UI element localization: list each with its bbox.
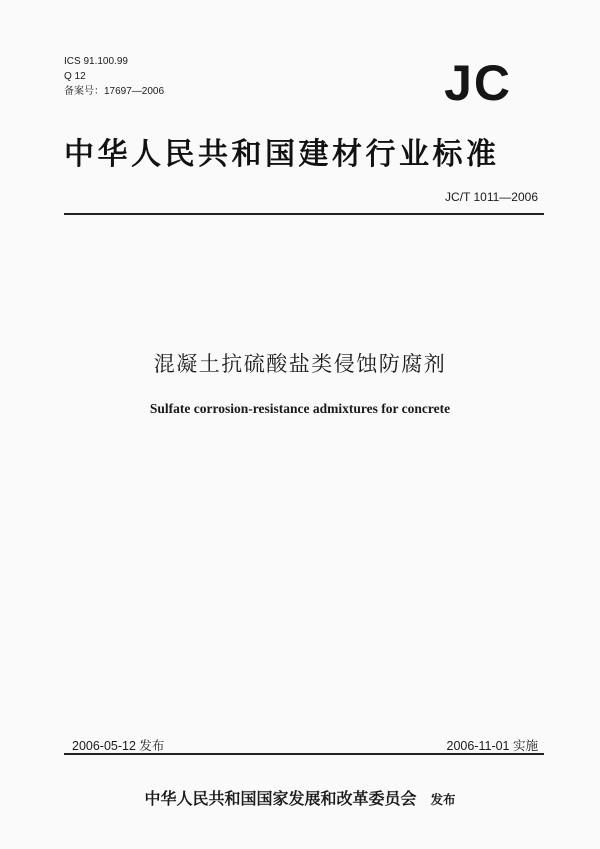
standard-number: JC/T 1011—2006 xyxy=(445,190,538,204)
document-title-english: Sulfate corrosion-resistance admixtures for concrete xyxy=(149,401,451,416)
document-title-chinese: 混凝土抗硫酸盐类侵蚀防腐剂 xyxy=(153,352,447,376)
classification-block xyxy=(64,54,164,99)
ics-code: ICS 91.100.99 xyxy=(64,56,128,67)
jc-logo: JC xyxy=(444,55,512,111)
record-number: 备案号：17697—2006 xyxy=(64,86,165,97)
standard-category-title: 中华人民共和国建材行业标准 xyxy=(64,137,500,172)
issue-date: 2006-05-12 发布 xyxy=(72,739,165,753)
implementation-date: 2006-11-01 实施 xyxy=(446,739,538,753)
bottom-divider xyxy=(64,753,544,755)
publisher-line xyxy=(0,786,600,809)
ccs-code: Q 12 xyxy=(64,71,86,82)
publisher-name: 中华人民共和国国家发展和改革委员会 xyxy=(144,789,417,808)
top-divider xyxy=(64,213,544,215)
publisher-suffix: 发布 xyxy=(430,792,456,807)
